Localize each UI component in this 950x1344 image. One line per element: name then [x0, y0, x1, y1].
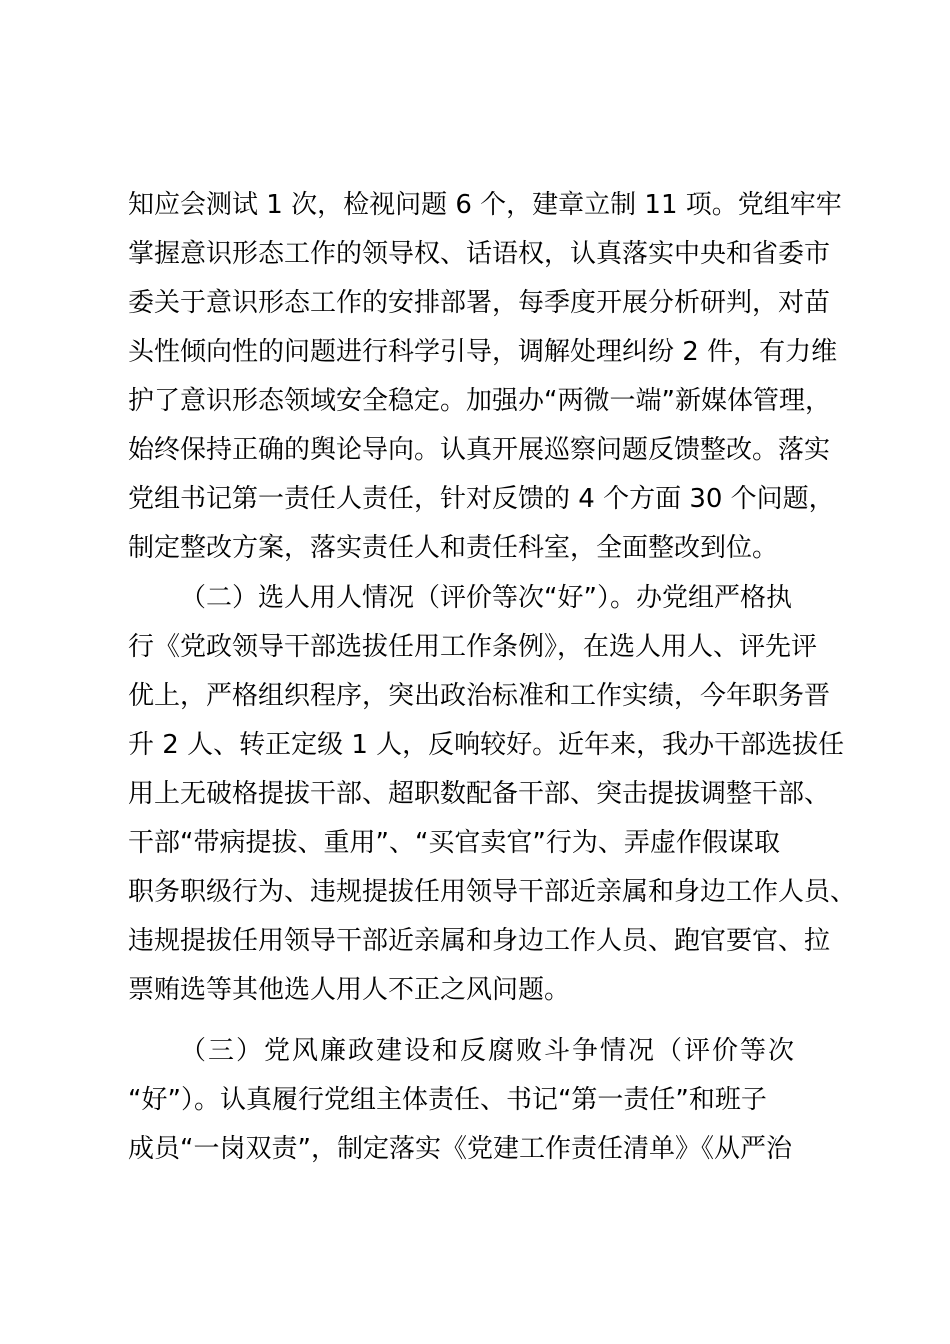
text-line: 知应会测试 1 次，检视问题 6 个，建章立制 11 项。党组牢牢	[128, 190, 842, 220]
text-line: 行《党政领导干部选拔任用工作条例》，在选人用人、评先评	[128, 632, 818, 662]
text-line: 始终保持正确的舆论导向。认真开展巡察问题反馈整改。落实	[128, 435, 831, 465]
text-line: “好”）。认真履行党组主体责任、书记“第一责任”和班子	[128, 1085, 767, 1115]
text-line: 护了意识形态领域安全稳定。加强办“两微一端”新媒体管理，	[128, 386, 831, 416]
text-line: 成员“一岗双责”，制定落实《党建工作责任清单》《从严治	[128, 1134, 792, 1164]
text-line: 制定整改方案，落实责任人和责任科室，全面整改到位。	[128, 533, 779, 563]
text-line: 升 2 人、转正定级 1 人，反响较好。近年来，我办干部选拔任	[128, 730, 845, 760]
text-line: 用上无破格提拔干部、超职数配备干部、突击提拔调整干部、	[128, 779, 831, 809]
text-line: 违规提拔任用领导干部近亲属和身边工作人员、跑官要官、拉	[128, 926, 831, 956]
text-line: 掌握意识形态工作的领导权、话语权，认真落实中央和省委市	[128, 239, 831, 269]
text-line: 票贿选等其他选人用人不正之风问题。	[128, 975, 571, 1005]
text-line: 职务职级行为、违规提拔任用领导干部近亲属和身边工作人员、	[128, 877, 857, 907]
text-line: 党组书记第一责任人责任，针对反馈的 4 个方面 30 个问题，	[128, 484, 835, 514]
text-line: 优上，严格组织程序，突出政治标准和工作实绩，今年职务晋	[128, 681, 831, 711]
section-heading-line: （三）党风廉政建设和反腐败斗争情况（评价等次	[180, 1036, 797, 1066]
text-line: 头性倾向性的问题进行科学引导，调解处理纠纷 2 件，有力维	[128, 337, 838, 367]
text-line: 干部“带病提拔、重用”、“买官卖官”行为、弄虚作假谋取	[128, 828, 780, 858]
section-heading-line: （二）选人用人情况（评价等次“好”）。办党组严格执	[180, 583, 792, 613]
text-line: 委关于意识形态工作的安排部署，每季度开展分析研判，对苗	[128, 288, 831, 318]
